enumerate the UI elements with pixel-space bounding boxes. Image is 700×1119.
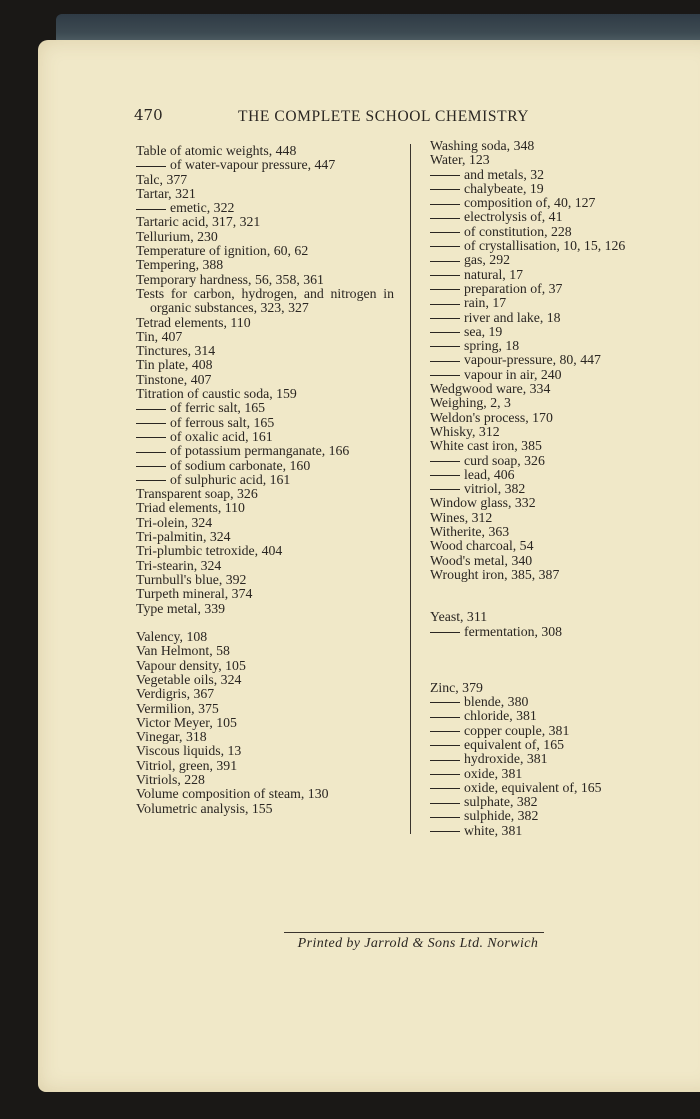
index-subentry: gas, 292 — [430, 253, 700, 267]
index-entry: Viscous liquids, 13 — [136, 743, 242, 759]
index-entry: Tellurium, 230 — [136, 228, 218, 244]
index-entry: Tetrad elements, 110 — [136, 314, 251, 330]
index-subentry: chloride, 381 — [430, 709, 700, 723]
section-spacer — [430, 639, 700, 681]
index-entry: Whisky, 312 — [430, 423, 500, 439]
index-subentry: river and lake, 18 — [430, 311, 700, 325]
index-subentry: white, 381 — [430, 824, 700, 838]
index-entry: Valency, 108 — [136, 629, 208, 645]
page-number: 470 — [134, 106, 163, 124]
index-entry: Tri-olein, 324 — [136, 514, 213, 530]
index-entry: White cast iron, 385 — [430, 438, 542, 454]
index-entry: Tartar, 321 — [136, 185, 196, 201]
index-entry: Vitriols, 228 — [136, 772, 205, 788]
index-subentry: sulphide, 382 — [430, 809, 700, 823]
index-entry: Witherite, 363 — [430, 524, 510, 540]
index-entry: Vinegar, 318 — [136, 729, 207, 745]
index-subentry: vapour-pressure, 80, 447 — [430, 353, 700, 367]
index-entry: Tin, 407 — [136, 328, 183, 344]
index-entry: Weldon's process, 170 — [430, 409, 553, 425]
index-subentry: rain, 17 — [430, 296, 700, 310]
index-entry: Talc, 377 — [136, 171, 188, 187]
index-subentry: lead, 406 — [430, 468, 700, 482]
index-subentry: spring, 18 — [430, 339, 700, 353]
index-entry: Tinstone, 407 — [136, 371, 212, 387]
index-subentry: of constitution, 228 — [430, 225, 700, 239]
index-entry: Tartaric acid, 317, 321 — [136, 214, 261, 230]
index-entry: Verdigris, 367 — [136, 686, 215, 702]
index-subentry: copper couple, 381 — [430, 724, 700, 738]
index-subentry: of ferric salt, 165 — [136, 401, 394, 415]
index-column-right — [430, 139, 700, 838]
index-entry: Van Helmont, 58 — [136, 643, 230, 659]
index-subentry: vitriol, 382 — [430, 482, 700, 496]
index-entry: Tin plate, 408 — [136, 357, 213, 373]
index-subentry: electrolysis of, 41 — [430, 210, 700, 224]
index-entry: Transparent soap, 326 — [136, 486, 258, 502]
index-subentry: fermentation, 308 — [430, 625, 700, 639]
index-subentry: natural, 17 — [430, 268, 700, 282]
index-entry: Temperature of ignition, 60, 62 — [136, 243, 309, 259]
index-subentry: composition of, 40, 127 — [430, 196, 700, 210]
index-subentry: of sulphuric acid, 161 — [136, 473, 394, 487]
index-entry: Tests for carbon, hydrogen, and nitrogen in organic substances, 323, 327 — [136, 285, 394, 316]
index-subentry: sulphate, 382 — [430, 795, 700, 809]
index-subentry: oxide, equivalent of, 165 — [430, 781, 700, 795]
index-entry: Tinctures, 314 — [136, 343, 216, 359]
book-page — [38, 40, 700, 1092]
index-entry: Weighing, 2, 3 — [430, 395, 511, 411]
index-subentry: of oxalic acid, 161 — [136, 430, 394, 444]
index-subentry: hydroxide, 381 — [430, 752, 700, 766]
index-subentry: curd soap, 326 — [430, 454, 700, 468]
index-column-left — [136, 144, 394, 816]
index-entry: Yeast, 311 — [430, 609, 488, 625]
index-subentry: of water-vapour pressure, 447 — [136, 158, 394, 172]
index-entry: Titration of caustic soda, 159 — [136, 386, 297, 402]
running-head: THE COMPLETE SCHOOL CHEMISTRY — [238, 108, 530, 125]
index-subentry: of crystallisation, 10, 15, 126 — [430, 239, 700, 253]
column-divider — [410, 144, 411, 834]
index-entry: Temporary hardness, 56, 358, 361 — [136, 271, 324, 287]
section-spacer — [136, 616, 394, 630]
index-entry: Turnbull's blue, 392 — [136, 571, 247, 587]
index-entry: Zinc, 379 — [430, 679, 483, 695]
index-entry: Volume composition of steam, 130 — [136, 786, 329, 802]
index-entry: Vapour density, 105 — [136, 657, 246, 673]
index-subentry: blende, 380 — [430, 695, 700, 709]
index-entry: Vegetable oils, 324 — [136, 671, 242, 687]
index-subentry: preparation of, 37 — [430, 282, 700, 296]
index-entry: Victor Meyer, 105 — [136, 714, 237, 730]
index-entry: Type metal, 339 — [136, 600, 226, 616]
index-subentry: oxide, 381 — [430, 767, 700, 781]
section-spacer — [430, 582, 700, 610]
index-entry: Vitriol, green, 391 — [136, 757, 238, 773]
index-entry: Wood charcoal, 54 — [430, 538, 534, 554]
index-subentry: chalybeate, 19 — [430, 182, 700, 196]
index-entry: Table of atomic weights, 448 — [136, 143, 297, 158]
index-entry: Wrought iron, 385, 387 — [430, 566, 560, 582]
index-entry: Triad elements, 110 — [136, 500, 245, 516]
index-subentry: vapour in air, 240 — [430, 368, 700, 382]
index-subentry: emetic, 322 — [136, 201, 394, 215]
index-entry: Turpeth mineral, 374 — [136, 586, 253, 602]
index-entry: Window glass, 332 — [430, 495, 536, 511]
index-entry: Water, 123 — [430, 152, 490, 168]
index-entry: Wedgwood ware, 334 — [430, 381, 551, 397]
index-subentry: of sodium carbonate, 160 — [136, 459, 394, 473]
index-entry: Tri-plumbic tetroxide, 404 — [136, 543, 283, 559]
index-entry: Wines, 312 — [430, 509, 493, 525]
footer-rule — [284, 932, 544, 933]
index-entry: Vermilion, 375 — [136, 700, 219, 716]
index-entry: Tempering, 388 — [136, 257, 224, 273]
printer-imprint: Printed by Jarrold & Sons Ltd. Norwich — [297, 936, 539, 951]
index-subentry: of ferrous salt, 165 — [136, 416, 394, 430]
index-subentry: equivalent of, 165 — [430, 738, 700, 752]
index-entry: Tri-palmitin, 324 — [136, 529, 231, 545]
index-subentry: sea, 19 — [430, 325, 700, 339]
index-entry: Wood's metal, 340 — [430, 552, 533, 568]
index-entry: Washing soda, 348 — [430, 138, 535, 153]
index-subentry: of potassium permanganate, 166 — [136, 444, 394, 458]
index-entry: Volumetric analysis, 155 — [136, 800, 273, 816]
index-entry: Tri-stearin, 324 — [136, 557, 222, 573]
index-subentry: and metals, 32 — [430, 168, 700, 182]
